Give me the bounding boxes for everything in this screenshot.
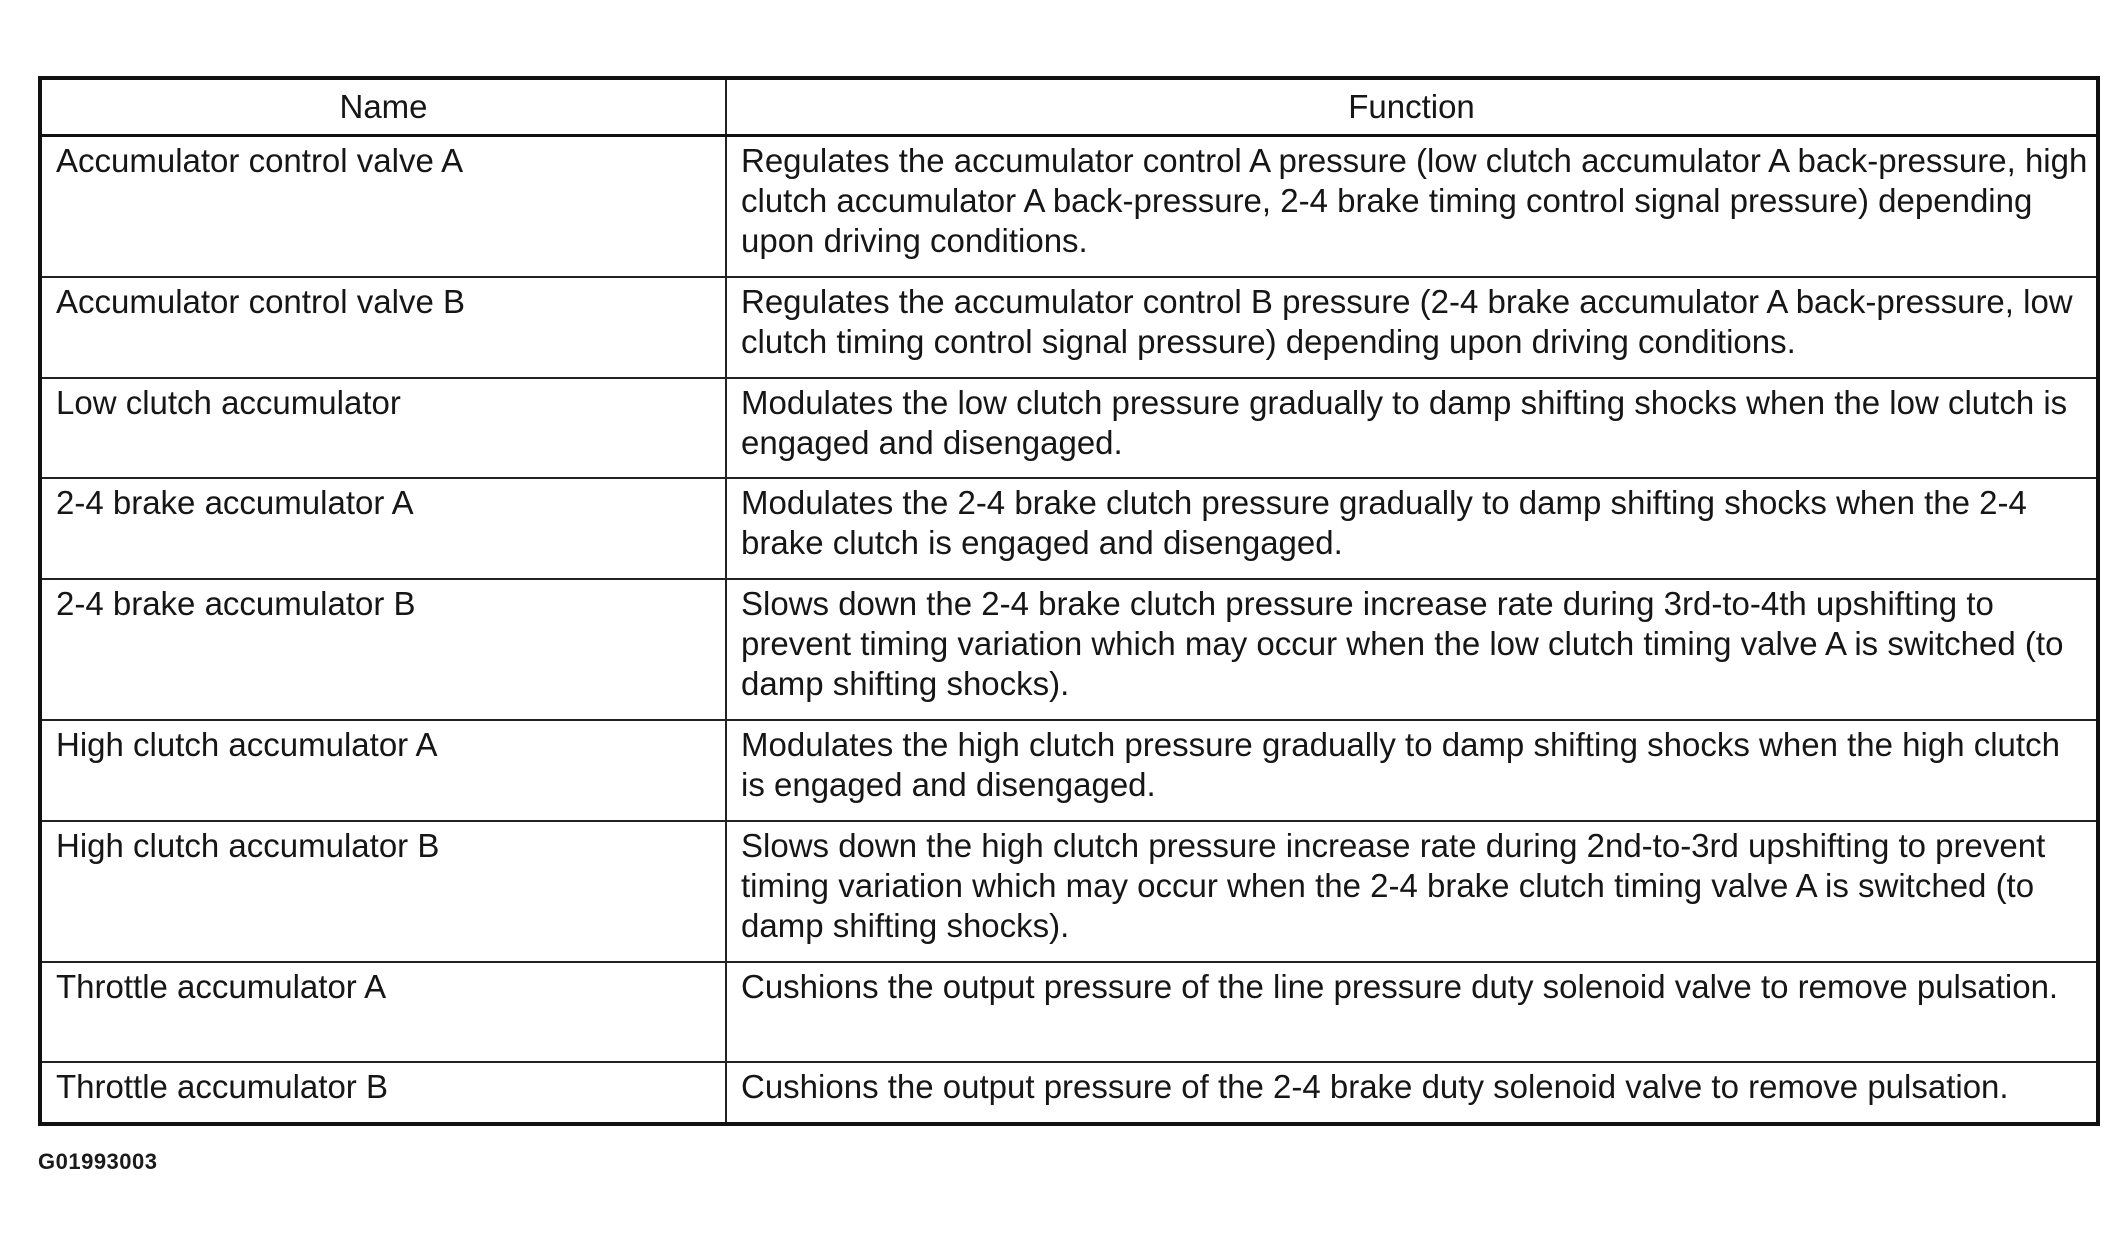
table-row bbox=[40, 720, 2098, 821]
component-function-cell: Modulates the high clutch pressure gradually to damp shifting shocks when the high clutch is engaged and disengaged. bbox=[726, 720, 2098, 821]
figure-id-label: G01993003 bbox=[38, 1149, 158, 1174]
component-name-cell: 2-4 brake accumulator B bbox=[40, 579, 726, 720]
table-row bbox=[40, 277, 2098, 378]
component-name-cell: High clutch accumulator B bbox=[40, 821, 726, 962]
table-row bbox=[40, 579, 2098, 720]
function-column-header: Function bbox=[726, 78, 2098, 136]
component-name-cell: Low clutch accumulator bbox=[40, 378, 726, 479]
name-column-header: Name bbox=[40, 78, 726, 136]
table-row bbox=[40, 478, 2098, 579]
component-function-table bbox=[38, 76, 2100, 1126]
component-name-cell: Accumulator control valve B bbox=[40, 277, 726, 378]
table-row bbox=[40, 821, 2098, 962]
component-function-cell: Cushions the output pressure of the line pressure duty solenoid valve to remove pulsation. bbox=[726, 962, 2098, 1063]
component-name-cell: Accumulator control valve A bbox=[40, 136, 726, 278]
component-function-cell: Modulates the low clutch pressure gradually to damp shifting shocks when the low clutch is engaged and disengaged. bbox=[726, 378, 2098, 479]
table-row bbox=[40, 962, 2098, 1063]
component-name-cell: High clutch accumulator A bbox=[40, 720, 726, 821]
table-row bbox=[40, 136, 2098, 278]
component-function-cell: Slows down the 2-4 brake clutch pressure increase rate during 3rd-to-4th upshifting to prevent timing variation which may occur when the low clutch timing valve A is switched (to damp shifting shocks). bbox=[726, 579, 2098, 720]
component-name-cell: Throttle accumulator A bbox=[40, 962, 726, 1063]
component-function-cell: Modulates the 2-4 brake clutch pressure gradually to damp shifting shocks when the 2-4 brake clutch is engaged and disengaged. bbox=[726, 478, 2098, 579]
component-name-cell: 2-4 brake accumulator A bbox=[40, 478, 726, 579]
component-name-cell: Throttle accumulator B bbox=[40, 1062, 726, 1124]
component-function-cell: Regulates the accumulator control B pressure (2-4 brake accumulator A back-pressure, low clutch timing control signal pressure) depending upon driving conditions. bbox=[726, 277, 2098, 378]
header-row bbox=[40, 78, 2098, 136]
component-function-cell: Regulates the accumulator control A pressure (low clutch accumulator A back-pressure, high clutch accumulator A back-pressure, 2-4 brake timing control signal pressure) depending upon driving conditions. bbox=[726, 136, 2098, 278]
component-function-cell: Cushions the output pressure of the 2-4 brake duty solenoid valve to remove pulsation. bbox=[726, 1062, 2098, 1124]
table-row bbox=[40, 1062, 2098, 1124]
table-row bbox=[40, 378, 2098, 479]
component-function-cell: Slows down the high clutch pressure increase rate during 2nd-to-3rd upshifting to prevent timing variation which may occur when the 2-4 brake clutch timing valve A is switched (to damp shifting shocks). bbox=[726, 821, 2098, 962]
